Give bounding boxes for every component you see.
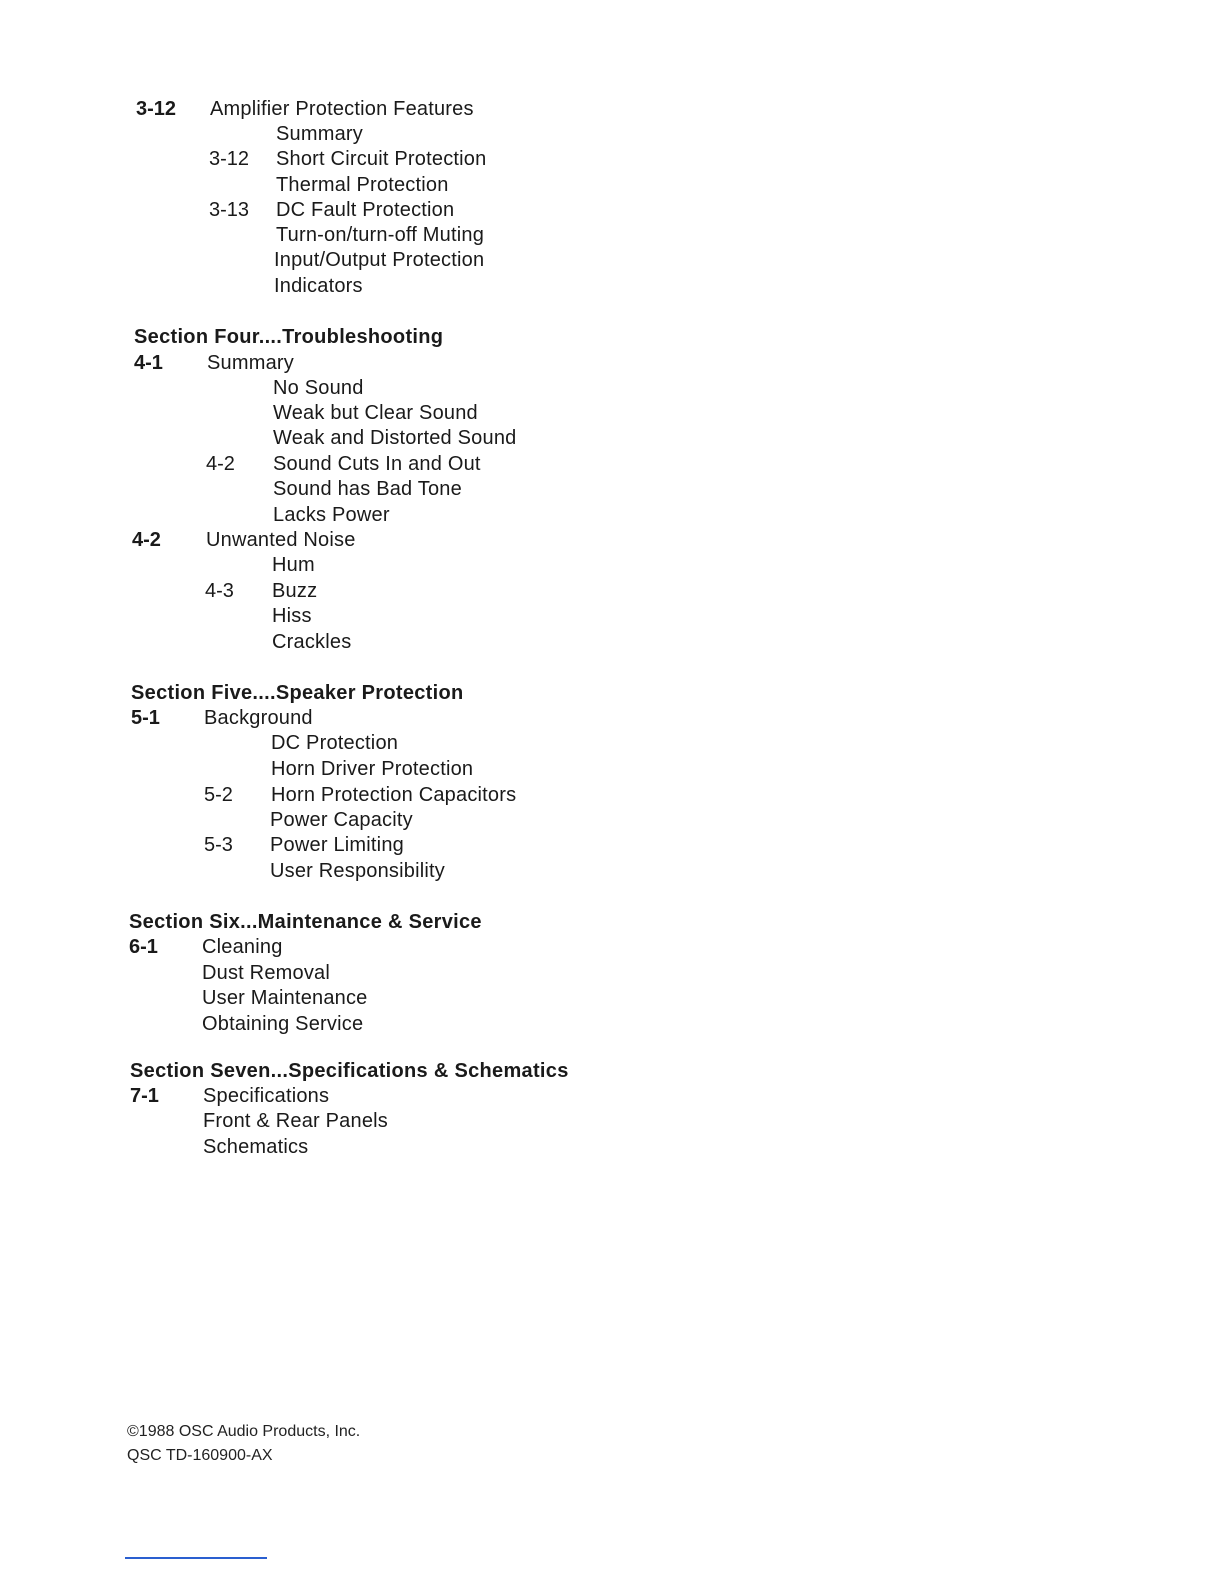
toc-entry: Unwanted Noise [206,529,356,551]
page-number: 6-1 [129,936,158,958]
toc-subentry: Thermal Protection [276,174,449,196]
section-heading: Section Six...Maintenance & Service [129,911,482,933]
toc-subentry: DC Protection [271,732,399,754]
toc-subentry: Sound Cuts In and Out [273,453,481,475]
document-code: QSC TD-160900-AX [127,1447,273,1464]
page-number: 4-3 [205,580,234,602]
page-number: 4-2 [132,529,161,551]
toc-subentry: Sound has Bad Tone [273,478,462,500]
toc-subentry: Turn-on/turn-off Muting [276,224,485,246]
toc-subentry: Summary [276,123,363,145]
toc-subentry: User Responsibility [270,860,445,882]
toc-subentry: DC Fault Protection [276,199,455,221]
toc-subentry: Crackles [272,631,352,653]
page-number: 5-1 [131,707,160,729]
toc-subentry: Horn Driver Protection [271,758,474,780]
toc-entry: Summary [207,352,294,374]
toc-entry: Specifications [203,1085,330,1107]
toc-subentry: Buzz [272,580,318,602]
toc-subentry: Weak and Distorted Sound [273,427,517,449]
toc-entry: Amplifier Protection Features [210,98,474,120]
toc-subentry: Power Capacity [270,809,413,831]
page-number: 5-3 [204,834,233,856]
toc-entry: Background [204,707,313,729]
page-number: 4-1 [134,352,163,374]
page-number: 3-12 [136,98,177,120]
toc-subentry: Input/Output Protection [274,249,485,271]
section-heading: Section Seven...Specifications & Schematics [130,1060,569,1082]
toc-subentry: No Sound [273,377,364,399]
toc-subentry: Weak but Clear Sound [273,402,478,424]
toc-entry: Schematics [203,1136,309,1158]
toc-entry: Front & Rear Panels [203,1110,388,1132]
section-heading: Section Four....Troubleshooting [134,326,444,348]
toc-subentry: Hiss [272,605,312,627]
toc-subentry: Hum [272,554,315,576]
toc-subentry: Power Limiting [270,834,404,856]
bottom-rule [125,1557,267,1559]
toc-subentry: Horn Protection Capacitors [271,784,517,806]
copyright-notice: ©1988 OSC Audio Products, Inc. [127,1423,361,1440]
toc-subentry: Indicators [274,275,363,297]
page-number: 7-1 [130,1085,159,1107]
page-number: 3-12 [209,148,250,170]
toc-subentry: Short Circuit Protection [276,148,487,170]
toc-entry: User Maintenance [202,987,368,1009]
toc-entry: Cleaning [202,936,283,958]
toc-entry: Obtaining Service [202,1013,364,1035]
section-heading: Section Five....Speaker Protection [131,682,464,704]
toc-subentry: Lacks Power [273,504,390,526]
page-number: 3-13 [209,199,250,221]
toc-entry: Dust Removal [202,962,330,984]
page-number: 4-2 [206,453,235,475]
page-number: 5-2 [204,784,233,806]
